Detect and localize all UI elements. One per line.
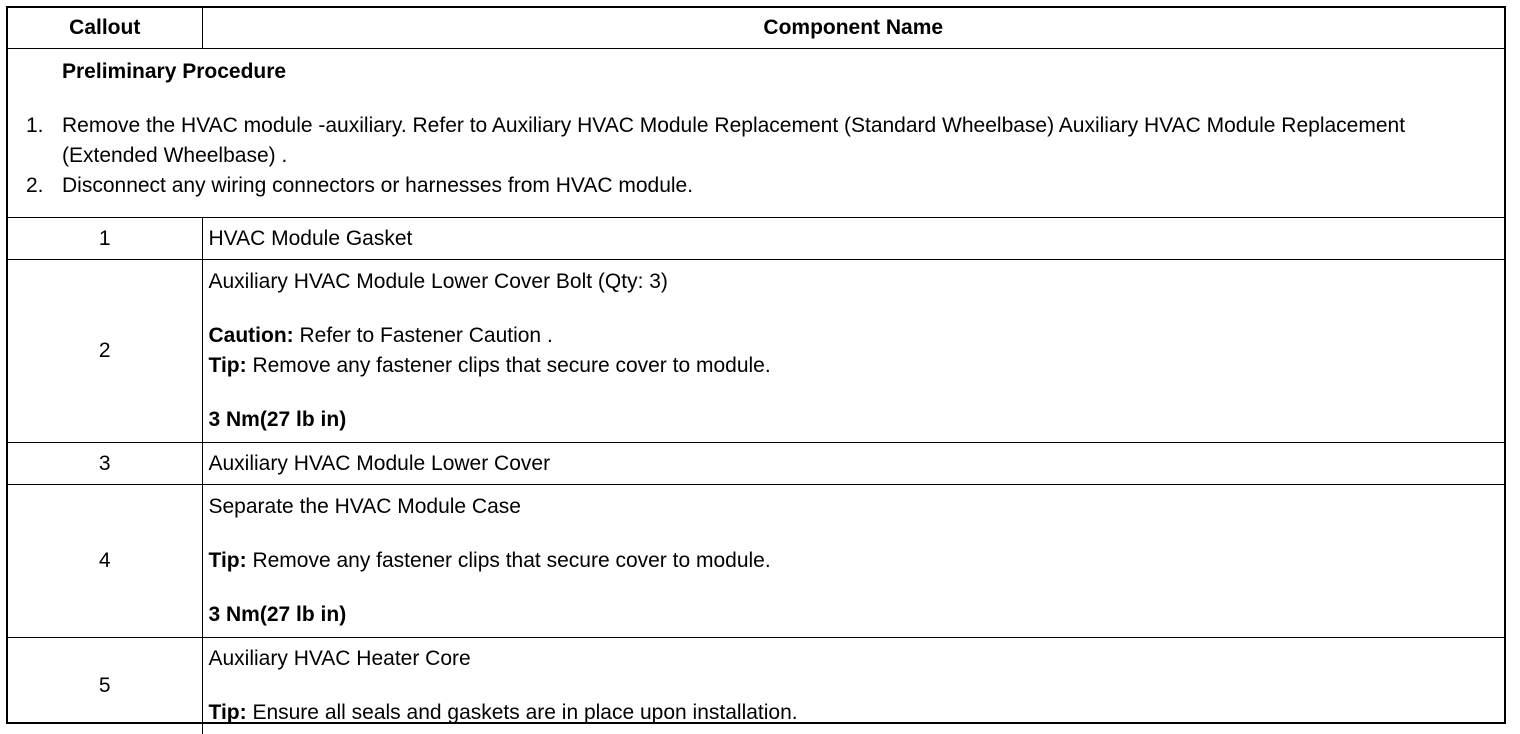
component-name: Auxiliary HVAC Module Lower Cover	[202, 443, 1504, 485]
procedure-table-frame	[6, 6, 1506, 724]
tip-text: Remove any fastener clips that secure cover to module.	[246, 549, 771, 572]
callout-number: 1	[8, 218, 202, 260]
caution-text: Refer to Fastener Caution .	[293, 324, 553, 347]
header-row	[8, 8, 1504, 49]
tip-text: Remove any fastener clips that secure cover to module.	[246, 354, 771, 377]
tip-text: Ensure all seals and gaskets are in place upon installation.	[246, 700, 798, 724]
preliminary-step	[8, 111, 1504, 171]
tip-line	[209, 698, 1495, 728]
component-name: HVAC Module Gasket	[202, 218, 1504, 260]
tip-line	[209, 546, 1495, 576]
table-row	[8, 443, 1504, 485]
component-details	[202, 638, 1504, 734]
table-row	[8, 218, 1504, 260]
table-row	[8, 260, 1504, 443]
component-details	[202, 260, 1504, 443]
tip-label: Tip:	[208, 700, 247, 724]
callout-number: 4	[8, 485, 202, 638]
header-callout: Callout	[8, 8, 202, 49]
component-name: Separate the HVAC Module Case	[208, 495, 521, 518]
preliminary-step	[8, 171, 1504, 201]
preliminary-title: Preliminary Procedure	[62, 60, 287, 83]
step-text: Remove the HVAC module -auxiliary. Refer to Auxiliary HVAC Module Replacement (Standard Wheelbase) Auxiliary HVAC Module Replacement (Extended Wheelbase) .	[62, 114, 1406, 167]
tip-label: Tip:	[208, 354, 247, 377]
torque-spec: 3 Nm(27 lb in)	[208, 408, 347, 431]
callout-number: 3	[8, 443, 202, 485]
preliminary-row	[8, 49, 1504, 218]
procedure-table	[8, 8, 1504, 734]
table-row	[8, 638, 1504, 734]
step-number: 1.	[26, 114, 44, 137]
preliminary-steps	[8, 111, 1504, 201]
table-row	[8, 485, 1504, 638]
preliminary-procedure	[8, 49, 1504, 218]
header-component-name: Component Name	[202, 8, 1504, 49]
step-number: 2.	[26, 174, 44, 197]
callout-number: 5	[8, 638, 202, 734]
component-name: Auxiliary HVAC Module Lower Cover Bolt (Qty: 3)	[208, 270, 668, 293]
component-details	[202, 485, 1504, 638]
component-name: Auxiliary HVAC Heater Core	[208, 646, 471, 670]
caution-line	[209, 321, 1495, 351]
callout-number: 2	[8, 260, 202, 443]
caution-label: Caution:	[208, 324, 294, 347]
tip-label: Tip:	[208, 549, 247, 572]
torque-spec: 3 Nm(27 lb in)	[208, 603, 347, 626]
step-text: Disconnect any wiring connectors or harnesses from HVAC module.	[62, 174, 694, 197]
tip-line	[209, 351, 1495, 381]
